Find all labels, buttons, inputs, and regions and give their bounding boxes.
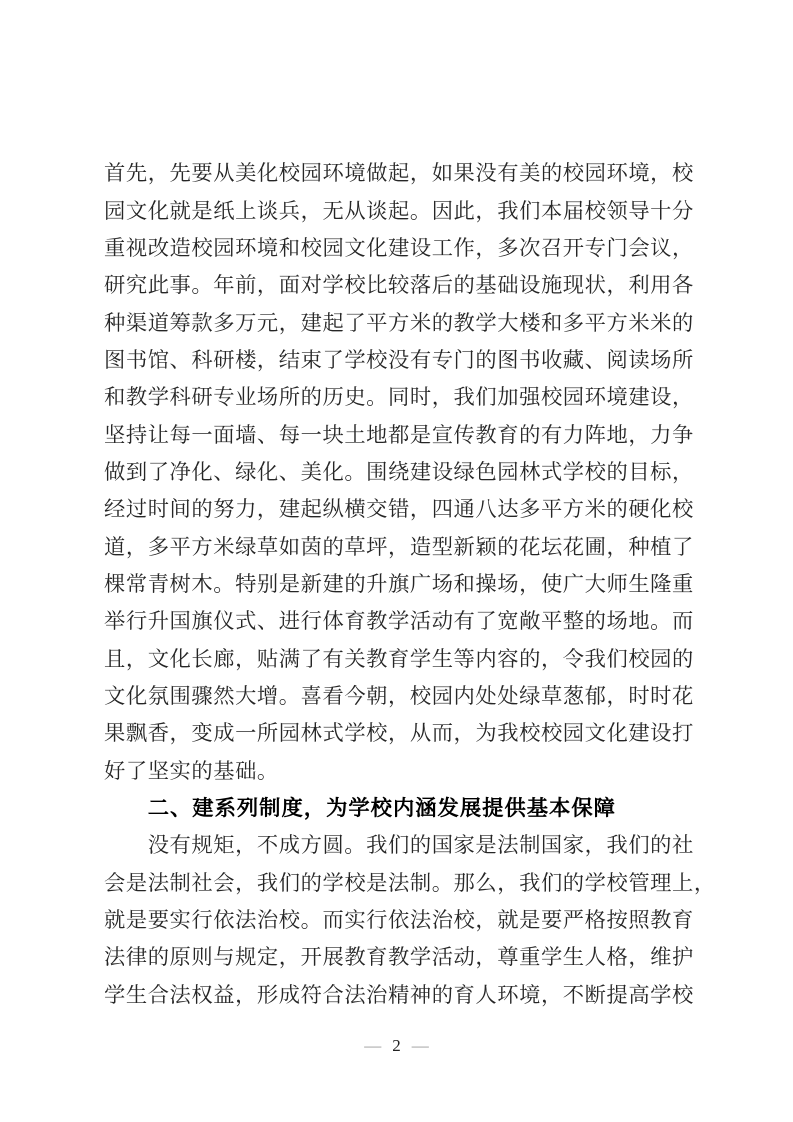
text-line: 就是要实行依法治校。而实行依法治校，就是要严格按照教育 [104,907,694,932]
text-line: 和教学科研专业场所的历史。同时，我们加强校园环境建设， [104,385,694,410]
page-footer [0,1036,793,1056]
text-line: 果飘香，变成一所园林式学校，从而，为我校校园文化建设打 [104,721,694,746]
text-line: 种渠道筹款多万元，建起了平方米的教学大楼和多平方米米的 [104,310,694,335]
page-number-dash-right: — [411,1036,429,1055]
page-number: 2 [392,1036,401,1055]
text-line: 经过时间的努力，建起纵横交错，四通八达多平方米的硬化校 [104,497,694,522]
text-line: 园文化就是纸上谈兵，无从谈起。因此，我们本届校领导十分 [104,198,694,223]
text-line: 举行升国旗仪式、进行体育教学活动有了宽敞平整的场地。而 [104,609,694,634]
text-line: 学生合法权益，形成符合法治精神的育人环境，不断提高学校 [104,982,694,1007]
text-line: 没有规矩，不成方圆。我们的国家是法制国家，我们的社 [147,833,694,858]
text-line: 法律的原则与规定，开展教育教学活动，尊重学生人格，维护 [104,945,694,970]
text-line: 图书馆、科研楼，结束了学校没有专门的图书收藏、阅读场所 [104,347,694,372]
text-line: 棵常青树木。特别是新建的升旗广场和操场，使广大师生隆重 [104,571,694,596]
text-line: 重视改造校园环境和校园文化建设工作，多次召开专门会议， [104,235,694,260]
section-heading: 二、建系列制度，为学校内涵发展提供基本保障 [147,795,616,820]
text-line: 首先，先要从美化校园环境做起，如果没有美的校园环境，校 [104,161,694,186]
text-line: 做到了净化、绿化、美化。围绕建设绿色园林式学校的目标， [104,459,694,484]
page-number-dash-left: — [364,1036,382,1055]
text-line: 坚持让每一面墙、每一块土地都是宣传教育的有力阵地，力争 [104,422,694,447]
text-line: 道，多平方米绿草如茵的草坪，造型新颖的花坛花圃，种植了 [104,534,694,559]
text-line: 且，文化长廊，贴满了有关教育学生等内容的，令我们校园的 [104,646,694,671]
text-line: 好了坚实的基础。 [104,758,279,783]
text-line: 会是法制社会，我们的学校是法制。那么，我们的学校管理上， [104,870,716,895]
document-body [104,155,716,1014]
text-line: 文化氛围骤然大增。喜看今朝，校园内处处绿草葱郁，时时花 [104,683,694,708]
text-line: 研究此事。年前，面对学校比较落后的基础设施现状，利用各 [104,273,694,298]
